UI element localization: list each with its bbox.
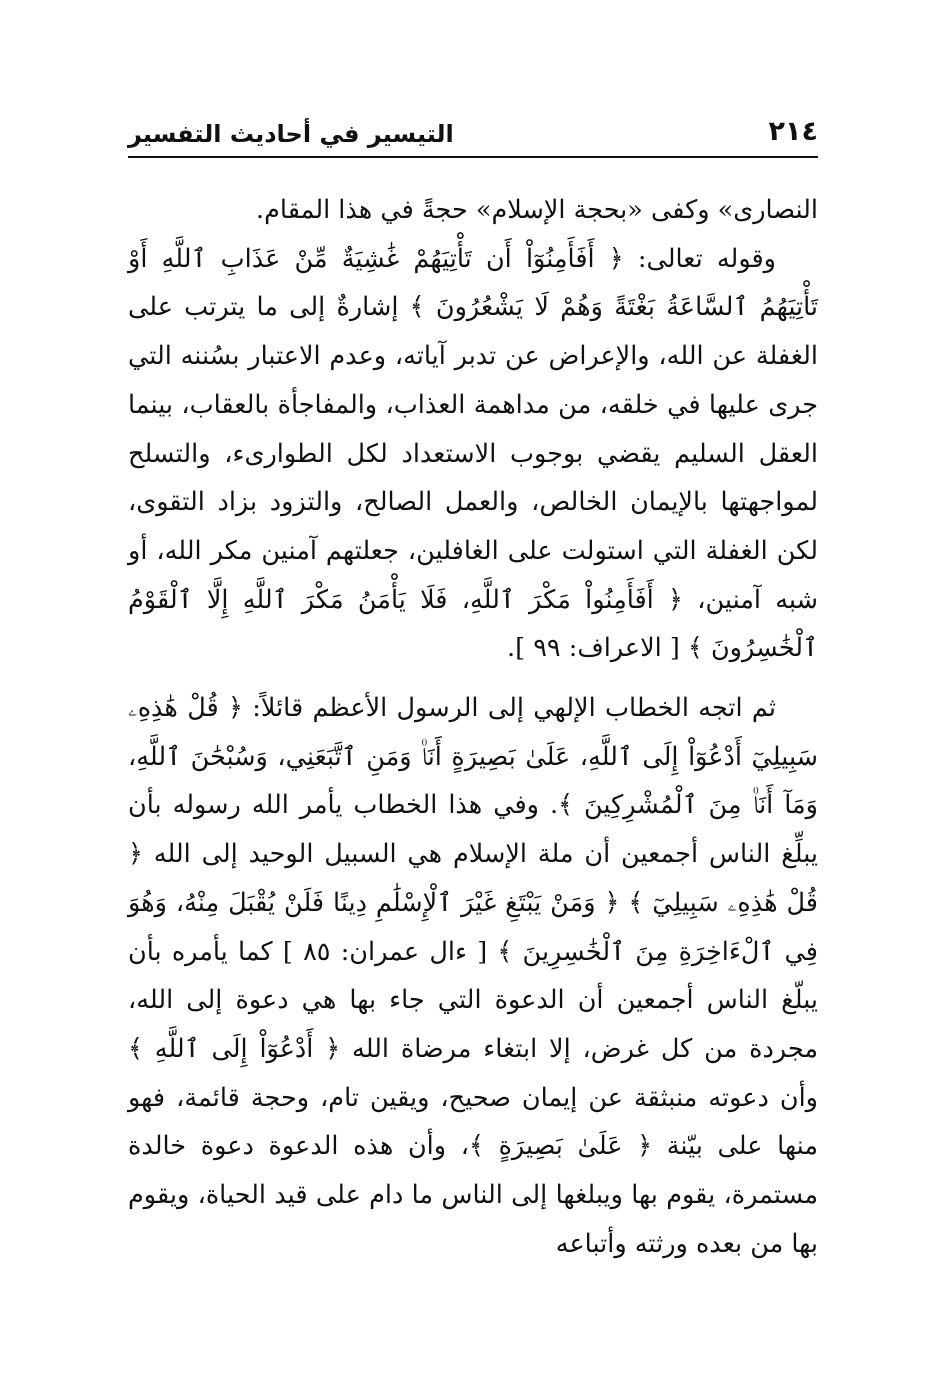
- header-rule: [128, 156, 818, 158]
- page-number: ٢١٤: [768, 116, 818, 147]
- running-title: التيسير في أحاديث التفسير: [128, 120, 454, 148]
- page-header: [128, 112, 818, 152]
- page-body: [128, 186, 818, 1268]
- paragraph-3: ثم اتجه الخطاب الإلهي إلى الرسول الأعظم قائلاً: ﴿ قُلْ هَٰذِهِۦ سَبِيلِيٓ أَدْعُوٓاْ إِلَى ٱللَّهِ، عَلَىٰ بَصِيرَةٍ أَنَا۠ وَمَنِ ٱتَّبَعَنِي، وَسُبْحَٰنَ ٱللَّهِ، وَمَآ أَنَا۠ مِنَ ٱلْمُشْرِكِينَ ﴾. وفي هذا الخطاب يأمر الله رسوله بأن يبلِّغ الناس أجمعين أن ملة الإسلام هي السبيل الوحيد إلى الله ﴿ قُلْ هَٰذِهِۦ سَبِيلِيٓ ﴾ ﴿ وَمَنْ يَبْتَغِ غَيْرَ ٱلْإِسْلَٰمِ دِينًا فَلَنْ يُقْبَلَ مِنْهُ، وَهُوَ فِي ٱلْءَاخِرَةِ مِنَ ٱلْخَٰسِرِينَ ﴾ [ ءال عمران: ٨٥ ] كما يأمره بأن يبلّغ الناس أجمعين أن الدعوة التي جاء بها هي دعوة إلى الله، مجردة من كل غرض، إلا ابتغاء مرضاة الله ﴿ أَدْعُوٓاْ إِلَى ٱللَّهِ ﴾ وأن دعوته منبثقة عن إيمان صحيح، ويقين تام، وحجة قائمة، فهو منها على بيّنة ﴿ عَلَىٰ بَصِيرَةٍ ﴾، وأن هذه الدعوة دعوة خالدة مستمرة، يقوم بها ويبلغها إلى الناس ما دام على قيد الحياة، ويقوم بها من بعده ورثته وأتباعه: [128, 693, 818, 1259]
- paragraph-2: وقوله تعالى: ﴿ أَفَأَمِنُوٓاْ أَن تَأْتِيَهُمْ غَٰشِيَةٌ مِّنْ عَذَابِ ٱللَّهِ أَوْ تَأْتِيَهُمُ ٱلسَّاعَةُ بَغْتَةً وَهُمْ لَا يَشْعُرُونَ ﴾ إشارةٌ إلى ما يترتب على الغفلة عن الله، والإعراض عن تدبر آياته، وعدم الاعتبار بسُننه التي جرى عليها في خلقه، من مداهمة العذاب، والمفاجأة بالعقاب، بينما العقل السليم يقضي بوجوب الاستعداد لكل الطوارىء، والتسلح لمواجهتها بالإيمان الخالص، والعمل الصالح، والتزود بزاد التقوى، لكن الغفلة التي استولت على الغافلين، جعلتهم آمنين مكر الله، أو شبه آمنين، ﴿ أَفَأَمِنُواْ مَكْرَ ٱللَّهِ، فَلَا يَأْمَنُ مَكْرَ ٱللَّهِ إِلَّا ٱلْقَوْمُ ٱلْخَٰسِرُونَ ﴾ [ الاعراف: ٩٩ ].: [128, 243, 818, 664]
- paragraph-1: النصارى» وكفى «بحجة الإسلام» حجةً في هذا المقام.: [256, 195, 818, 225]
